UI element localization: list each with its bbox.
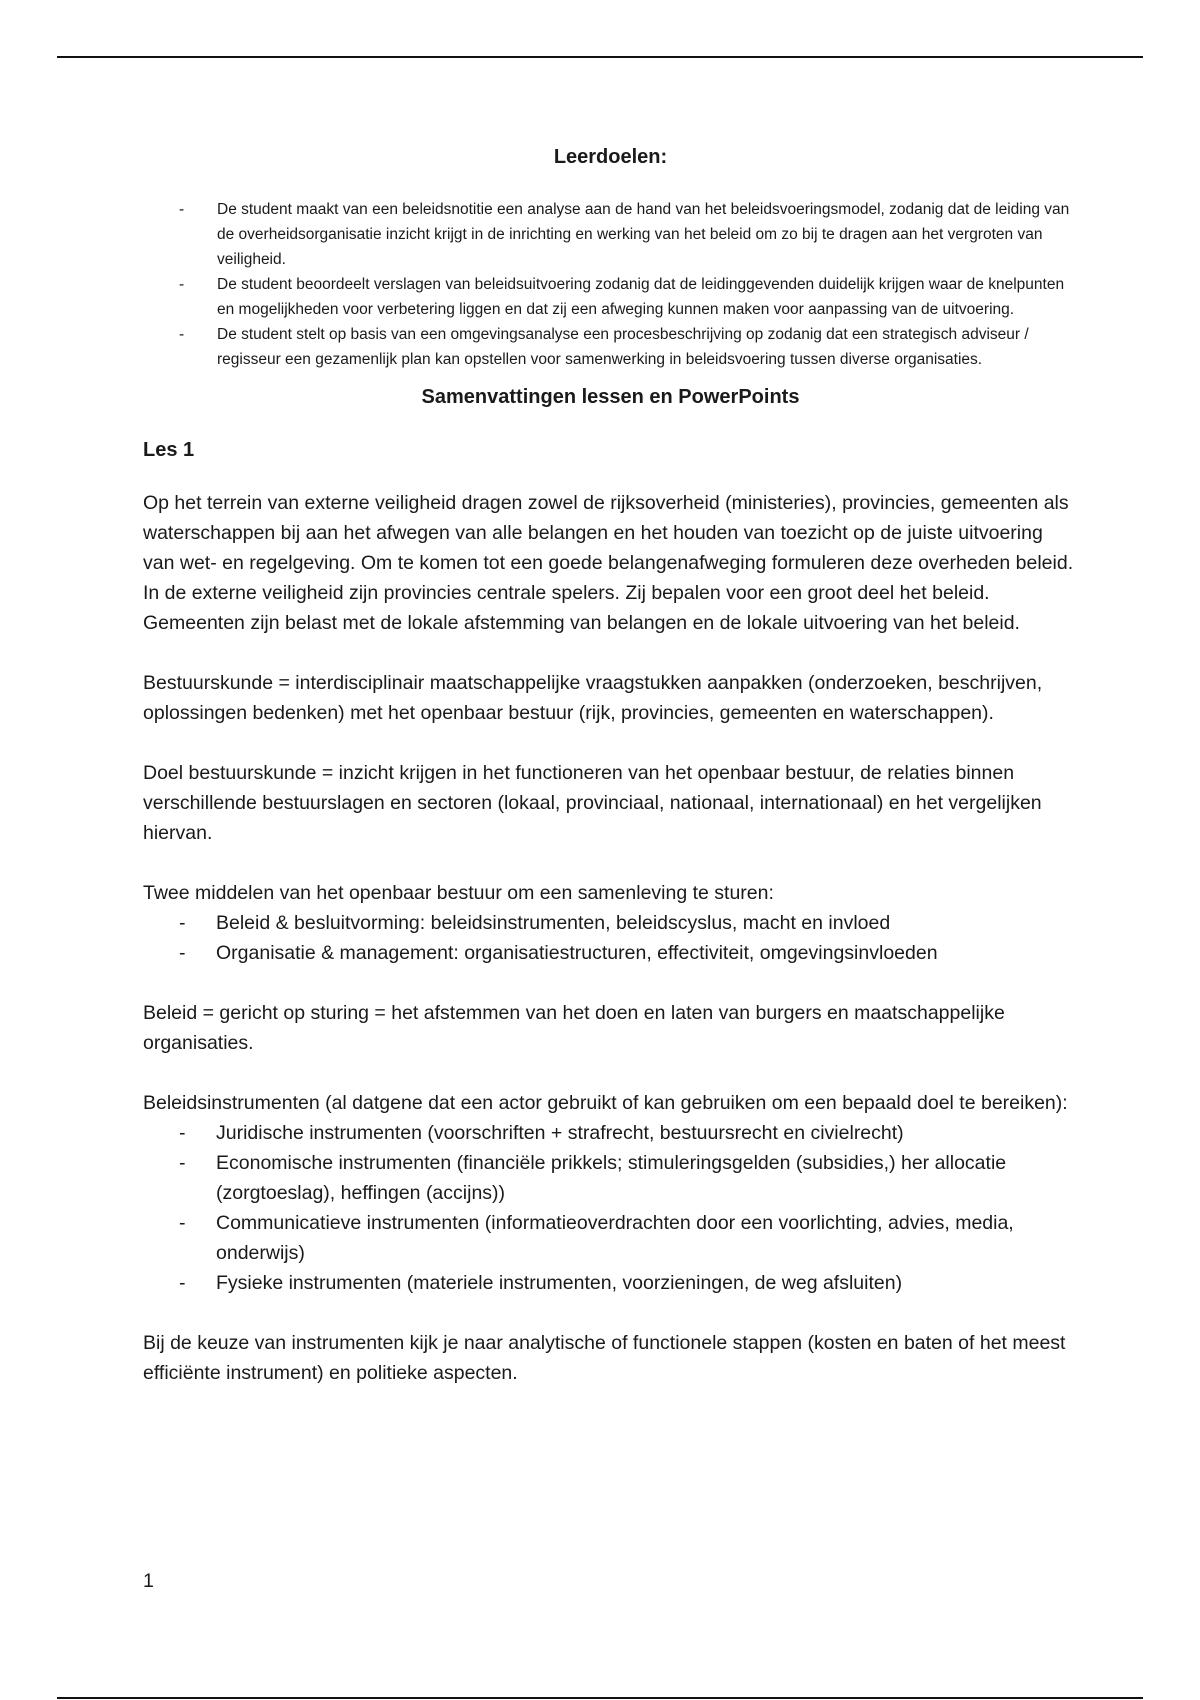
list-item: - Beleid & besluitvorming: beleidsinstrumenten, beleidscyslus, macht en invloed [143, 908, 1078, 938]
list-item: - Fysieke instrumenten (materiele instrumenten, voorzieningen, de weg afsluiten) [143, 1268, 1078, 1298]
paragraph-external-safety: Op het terrein van externe veiligheid dragen zowel de rijksoverheid (ministeries), provincies, gemeenten als waterschappen bij aan het afwegen van alle belangen en het houden van toezicht op de juiste uitvoering van wet- en regelgeving. Om te komen tot een goede belangenafweging formuleren deze overheden beleid. In de externe veiligheid zijn provincies centrale spelers. Zij bepalen voor een groot deel het beleid. Gemeenten zijn belast met de lokale afstemming van belangen en de lokale uitvoering van het beleid. [143, 492, 1074, 634]
instrumenten-list [143, 1118, 1078, 1298]
paragraph-doel-bestuurskunde: Doel bestuurskunde = inzicht krijgen in het functioneren van het openbaar bestuur, de relaties binnen verschillende bestuurslagen en sectoren (lokaal, provinciaal, nationaal, internationaal) en het vergelijken hiervan. [143, 762, 1042, 844]
summary-heading: Samenvattingen lessen en PowerPoints [421, 386, 800, 408]
footer-rule [57, 1697, 1143, 1699]
page-number: 1 [143, 1570, 154, 1592]
list-item: - Communicatieve instrumenten (informatieoverdrachten door een voorlichting, advies, media, onderwijs) [143, 1208, 1078, 1268]
goals-list [143, 197, 1078, 372]
paragraph-instrumenten-intro: Beleidsinstrumenten (al datgene dat een actor gebruikt of kan gebruiken om een bepaald doel te bereiken): [143, 1092, 1068, 1114]
document-page [143, 146, 1078, 1418]
goal-item: - De student maakt van een beleidsnotitie een analyse aan de hand van het beleidsvoeringsmodel, zodanig dat de leiding van de overheidsorganisatie inzicht krijgt in de inrichting en werking van het beleid om zo bij te dragen aan het vergroten van veiligheid. [143, 197, 1078, 272]
lesson-heading: Les 1 [143, 439, 195, 461]
header-rule [57, 56, 1143, 58]
goals-heading: Leerdoelen: [553, 146, 668, 168]
paragraph-beleid: Beleid = gericht op sturing = het afstemmen van het doen en laten van burgers en maatschappelijke organisaties. [143, 1002, 1005, 1054]
goal-item: - De student beoordeelt verslagen van beleidsuitvoering zodanig dat de leidinggevenden duidelijk krijgen waar de knelpunten en mogelijkheden voor verbetering liggen en dat zij een afweging kunnen maken voor aanpassing van de uitvoering. [143, 272, 1078, 322]
middelen-list [143, 908, 1078, 968]
goal-item: - De student stelt op basis van een omgevingsanalyse een procesbeschrijving op zodanig dat een strategisch adviseur / regisseur een gezamenlijk plan kan opstellen voor samenwerking in beleidsvoering tussen diverse organisaties. [143, 322, 1078, 372]
list-item: - Organisatie & management: organisatiestructuren, effectiviteit, omgevingsinvloeden [143, 938, 1078, 968]
list-item: - Juridische instrumenten (voorschriften + strafrecht, bestuursrecht en civielrecht) [143, 1118, 1078, 1148]
paragraph-keuze-instrumenten: Bij de keuze van instrumenten kijk je naar analytische of functionele stappen (kosten en baten of het meest efficiënte instrument) en politieke aspecten. [143, 1332, 1066, 1384]
list-item: - Economische instrumenten (financiële prikkels; stimuleringsgelden (subsidies,) her allocatie (zorgtoeslag), heffingen (accijns)) [143, 1148, 1078, 1208]
paragraph-middelen-intro: Twee middelen van het openbaar bestuur om een samenleving te sturen: [143, 882, 774, 904]
paragraph-bestuurskunde: Bestuurskunde = interdisciplinair maatschappelijke vraagstukken aanpakken (onderzoeken, beschrijven, oplossingen bedenken) met het openbaar bestuur (rijk, provincies, gemeenten en waterschappen). [143, 672, 1043, 724]
